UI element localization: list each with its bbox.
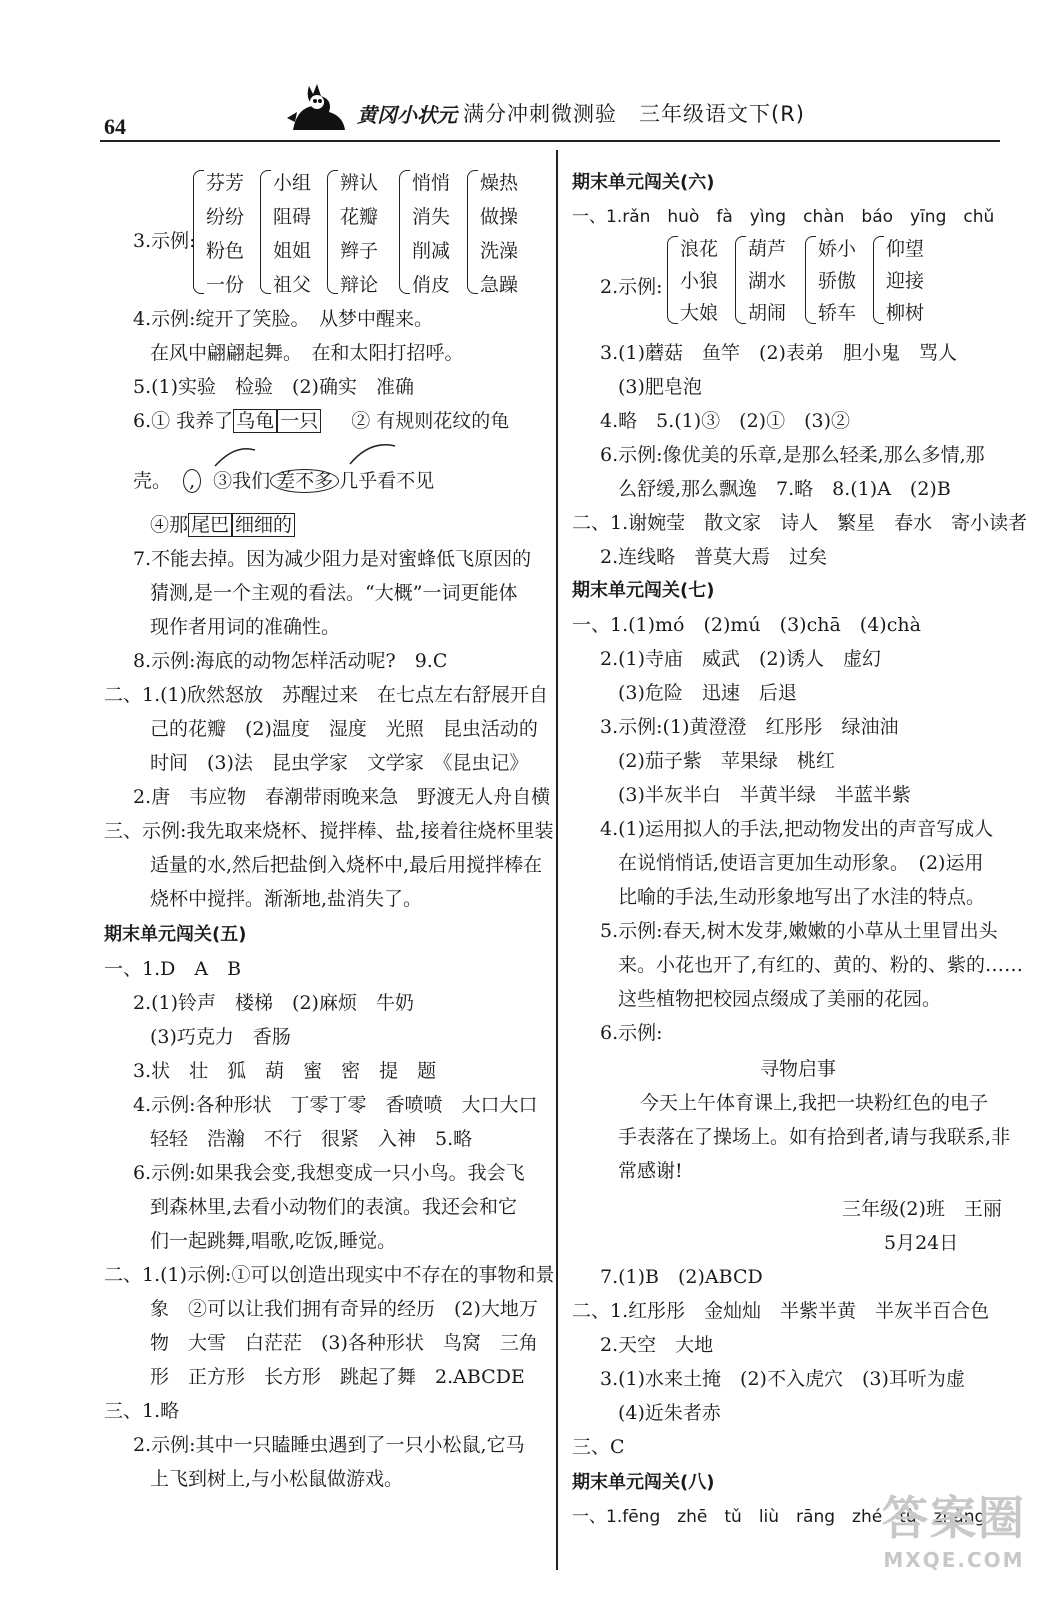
section-heading: 期末单元闯关(五) [104,924,247,945]
word-item: 大娘 [680,302,719,324]
word-item: 葫芦 [748,238,787,260]
word-item: 娇小 [818,238,857,260]
answer-line: 4.略 5.(1)③ (2)① (3)② [600,410,850,432]
answer-text: ③我们 [213,470,271,492]
section-heading: 期末单元闯关(六) [572,172,715,193]
answer-line: 一、1.(1)mó (2)mú (3)chā (4)chà [572,614,921,636]
notice-date: 5月24日 [884,1232,959,1254]
column-divider [556,150,558,1570]
answer-line: 物 大雪 白茫茫 (3)各种形状 鸟窝 三角 [150,1332,538,1354]
answer-line: 象 ②可以让我们拥有奇异的经历 (2)大地万 [150,1298,538,1320]
answer-line: 二、1.(1)欣然怒放 苏醒过来 在七点左右舒展开自 [104,684,549,706]
answer-line: (4)近朱者赤 [618,1402,721,1424]
watermark-text: 答案圈 [882,1491,1026,1545]
answer-line: 己的花瓣 (2)温度 湿度 光照 昆虫活动的 [150,718,538,740]
answer-line: 6.示例:像优美的乐章,是那么轻柔,那么多情,那 [600,444,985,466]
word-item: 骄傲 [818,270,857,292]
word-item: 小组 [273,172,312,194]
answer-line: 8.示例:海底的动物怎样活动呢? 9.C [133,650,448,672]
word-item: 仰望 [886,238,925,260]
word-item: 浪花 [680,238,719,260]
answer-line: 2.连线略 普莫大焉 过矣 [600,546,828,568]
q3-label: 3.示例: [133,230,196,252]
brace [327,170,338,294]
brace [735,236,746,324]
circled-word: 差不多 [270,469,339,493]
answer-text: 几乎看不见 [339,470,435,492]
brace [667,236,678,324]
answer-line: 7.(1)B (2)ABCD [600,1266,763,1288]
word-item: 做操 [480,206,519,228]
notice-signature: 三年级(2)班 王丽 [842,1198,1002,1220]
answer-line: 4.示例:绽开了笑脸。 从梦中醒来。 [133,308,434,330]
page-title: 满分冲刺微测验 三年级语文下(R) [463,102,805,126]
watermark-url: MXQE.COM [883,1548,1025,1572]
word-item: 湖水 [748,270,787,292]
word-item: 柳树 [886,302,925,324]
answer-line: 三、1.略 [104,1400,180,1422]
answer-line: 3.状 壮 狐 葫 蜜 密 提 题 [133,1060,437,1082]
answer-line: (3)巧克力 香肠 [150,1026,291,1048]
answer-line: (3)危险 迅速 后退 [618,682,797,704]
word-item: 迎接 [886,270,925,292]
brace [399,170,410,294]
answer-line: (3)半灰半白 半黄半绿 半蓝半紫 [618,784,911,806]
word-item: 俏皮 [412,274,451,296]
word-item: 祖父 [273,274,312,296]
answer-line: 2.(1)寺庙 威武 (2)诱人 虚幻 [600,648,881,670]
answer-line: 三、示例:我先取来烧杯、搅拌棒、盐,接着往烧杯里装 [104,820,554,842]
answer-line: 常感谢! [618,1160,683,1182]
answer-line: 2.示例: [600,276,663,298]
answer-line: 上飞到树上,与小松鼠做游戏。 [150,1468,404,1490]
word-item: 一份 [206,274,245,296]
answer-line: 手表落在了操场上。如有拾到者,请与我联系,非 [618,1126,1011,1148]
answer-line: 3.示例:(1)黄澄澄 红彤彤 绿油油 [600,716,899,738]
brace [193,170,204,294]
answer-line: 3.(1)水来土掩 (2)不入虎穴 (3)耳听为虚 [600,1368,965,1390]
brand-logo: 黄冈小状元 [357,103,457,127]
page-header [283,78,805,134]
answer-line: 2.唐 韦应物 春潮带雨晚来急 野渡无人舟自横 [133,786,551,808]
word-item: 辫子 [340,240,379,262]
answer-line: 4.示例:各种形状 丁零丁零 香喷喷 大口大口 [133,1094,538,1116]
answer-line: 2.天空 大地 [600,1334,714,1356]
section-heading: 期末单元闯关(八) [572,1472,715,1493]
word-item: 小狼 [680,270,719,292]
word-item: 消失 [412,206,451,228]
answer-line-q6 [133,408,509,434]
answer-line: 5.(1)实验 检验 (2)确实 准确 [133,376,414,398]
answer-line: 在风中翩翩起舞。 在和太阳打招呼。 [150,342,464,364]
brace [260,170,271,294]
answer-line: 形 正方形 长方形 跳起了舞 2.ABCDE [150,1366,525,1388]
word-item: 轿车 [818,302,857,324]
word-item: 辩论 [340,274,379,296]
answer-text: ② 有规则花纹的龟 [351,410,510,432]
answer-line: 到森林里,去看小动物们的表演。我还会和它 [150,1196,518,1218]
answer-line: 6.示例:如果我会变,我想变成一只小鸟。我会飞 [133,1162,525,1184]
watermark [882,1482,1026,1572]
notice-title: 寻物启事 [760,1058,837,1080]
answer-line: 3.(1)蘑菇 鱼竿 (2)表弟 胆小鬼 骂人 [600,342,957,364]
header-rule [100,140,1000,142]
section-heading: 期末单元闯关(七) [572,580,715,601]
word-item: 急躁 [480,274,519,296]
answer-line: 烧杯中搅拌。渐渐地,盐消失了。 [150,888,423,910]
answer-line-q6c [150,512,295,538]
answer-line: 来。小花也开了,有红的、黄的、粉的、紫的…… [618,954,1024,976]
boxed-word: 乌龟 [233,409,277,433]
brace [467,170,478,294]
answer-line: 二、1.谢婉莹 散文家 诗人 繁星 春水 寄小读者 [572,512,1028,534]
answer-text: 壳。 [133,470,172,492]
answer-line: 在说悄悄话,使语言更加生动形象。 (2)运用 [618,852,984,874]
circled-comma: , [183,469,201,493]
word-item: 削减 [412,240,451,262]
answer-line: 4.(1)运用拟人的手法,把动物发出的声音写成人 [600,818,994,840]
page-number: 64 [104,114,126,139]
answer-line: 5.示例:春天,树木发芽,嫩嫩的小草从土里冒出头 [600,920,998,942]
word-item: 燥热 [480,172,519,194]
word-item: 姐姐 [273,240,312,262]
word-item: 胡闹 [748,302,787,324]
answer-line: 适量的水,然后把盐倒入烧杯中,最后用搅拌棒在 [150,854,543,876]
answer-line: 比喻的手法,生动形象地写出了水洼的特点。 [618,886,986,908]
answer-line: 们一起跳舞,唱歌,吃饭,睡觉。 [150,1230,397,1252]
answer-line: 6.示例: [600,1022,663,1044]
answer-text: 6.① 我养了 [133,410,234,432]
brace [873,236,884,324]
answer-line: 猜测,是一个主观的看法。“大概”一词更能体 [150,582,518,604]
word-item: 纷纷 [206,206,245,228]
answer-line: 二、1.(1)示例:①可以创造出现实中不存在的事物和景 [104,1264,555,1286]
answer-text: ④那 [150,514,189,536]
answer-line: 轻轻 浩瀚 不行 很紧 入神 5.略 [150,1128,473,1150]
answer-line: 2.示例:其中一只瞌睡虫遇到了一只小松鼠,它马 [133,1434,525,1456]
answer-line: (3)肥皂泡 [618,376,702,398]
mascot-logo-icon [283,78,355,134]
answer-line: 一、1.D A B [104,958,242,980]
answer-line: 么舒缓,那么飘逸 7.略 8.(1)A (2)B [618,478,951,500]
answer-line: 今天上午体育课上,我把一块粉红色的电子 [640,1092,989,1114]
answer-line-q6b [133,468,434,494]
boxed-word: 一只 [277,409,321,433]
answer-line: 7.不能去掉。因为减少阻力是对蜜蜂低飞原因的 [133,548,532,570]
word-item: 粉色 [206,240,245,262]
answer-line: (2)茄子紫 苹果绿 桃红 [618,750,835,772]
answer-line: 三、C [572,1436,625,1458]
brace [805,236,816,324]
answer-line: 2.(1)铃声 楼梯 (2)麻烦 牛奶 [133,992,414,1014]
word-item: 花瓣 [340,206,379,228]
word-item: 悄悄 [412,172,451,194]
word-item: 芬芳 [206,172,245,194]
boxed-word: 尾巴 [188,513,232,537]
answer-line: 一、1.fēng zhē tǔ liù rāng zhé tù zhàng [572,1507,986,1527]
word-item: 辨认 [340,172,379,194]
answer-line: 这些植物把校园点缀成了美丽的花园。 [618,988,942,1010]
answer-line: 时间 (3)法 昆虫学家 文学家 《昆虫记》 [150,752,529,774]
word-item: 阻碍 [273,206,312,228]
answer-line: 二、1.红彤彤 金灿灿 半紫半黄 半灰半百合色 [572,1300,990,1322]
answer-line: 一、1.rǎn huò fà yìng chàn báo yīng chǔ [572,207,995,227]
answer-line: 现作者用词的准确性。 [150,616,341,638]
word-item: 洗澡 [480,240,519,262]
boxed-word: 细细的 [232,513,295,537]
